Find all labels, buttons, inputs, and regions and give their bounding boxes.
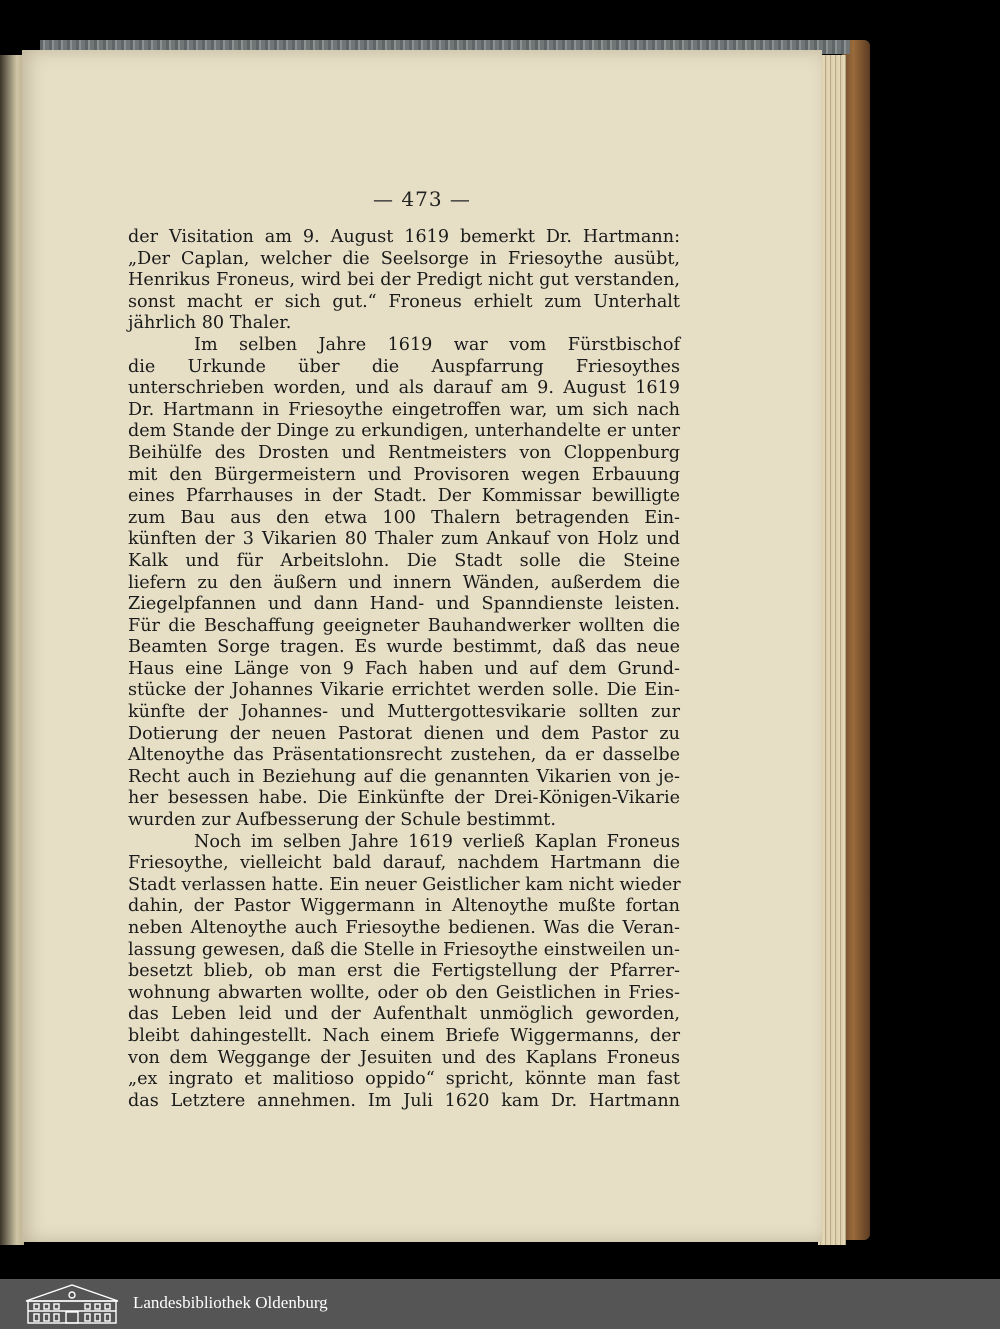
text-line: Dr. Hartmann in Friesoythe eingetroffen war, um sich nach (128, 399, 680, 420)
book-page (22, 50, 822, 1242)
text-line: jährlich 80 Thaler. (128, 313, 292, 334)
text-line: Stadt verlassen hatte. Ein neuer Geistlicher kam nicht wieder (128, 874, 681, 895)
text-line: Noch im selben Jahre 1619 verließ Kaplan Froneus (194, 831, 680, 852)
library-building-icon (22, 1281, 122, 1325)
text-line: Henrikus Froneus, wird bei der Predigt nicht gut verstanden, (128, 270, 680, 291)
text-line: eines Pfarrhauses in der Stadt. Der Kommissar bewilligte (128, 486, 680, 507)
text-line: lassung gewesen, daß die Stelle in Friesoythe einstweilen un- (128, 939, 680, 960)
text-line: Friesoythe, vielleicht bald darauf, nachdem Hartmann die (128, 853, 680, 874)
text-line: besetzt blieb, ob man erst die Fertigstellung der Pfarrer- (128, 961, 680, 982)
book-spine-edge (0, 55, 24, 1245)
text-line: dem Stande der Dinge zu erkundigen, unterhandelte er unter (128, 421, 680, 442)
text-line: die Urkunde über die Auspfarrung Friesoythes (128, 356, 680, 377)
text-line: bleibt dahingestellt. Nach einem Briefe Wiggermanns, der (128, 1025, 680, 1046)
text-line: Für die Beschaffung geeigneter Bauhandwerker wollten die (128, 615, 680, 636)
text-line: liefern zu den äußern und innern Wänden, außerdem die (128, 572, 680, 593)
text-line: neben Altenoythe auch Friesoythe bedienen. Was die Veran- (128, 918, 680, 938)
text-line: Im selben Jahre 1619 war vom Fürstbischof (194, 334, 680, 355)
text-line: unterschrieben worden, und als darauf am 9. August 1619 (128, 378, 680, 399)
text-line: sonst macht er sich gut.“ Froneus erhielt zum Unterhalt (128, 291, 680, 312)
text-line: von dem Weggange der Jesuiten und des Kaplans Froneus (128, 1047, 680, 1068)
page-number: — 473 — (373, 187, 471, 211)
text-line: der Visitation am 9. August 1619 bemerkt Dr. Hartmann: (128, 227, 680, 247)
page-stack-edge (818, 55, 846, 1245)
text-line: wohnung abwarten wollte, oder ob den Geistlichen in Fries- (128, 982, 680, 1003)
text-line: wurden zur Aufbesserung der Schule bestimmt. (128, 810, 556, 831)
text-line: stücke der Johannes Vikarie errichtet werden solle. Die Ein- (128, 680, 680, 701)
footer-bar (0, 1279, 1000, 1329)
page-text-block (128, 227, 680, 1112)
text-line: Kalk und für Arbeitslohn. Die Stadt solle die Steine (128, 550, 680, 571)
text-line: her besessen habe. Die Einkünfte der Drei-Königen-Vikarie (128, 788, 680, 809)
text-line: „ex ingrato et malitioso oppido“ spricht, könnte man fast (128, 1069, 680, 1090)
library-name: Landesbibliothek Oldenburg (133, 1293, 328, 1312)
text-line: dahin, der Pastor Wiggermann in Altenoythe mußte fortan (128, 896, 680, 917)
text-line: Ziegelpfannen und dann Hand- und Spanndienste leisten. (128, 594, 680, 615)
book-cover-edge (842, 40, 870, 1240)
text-line: künfte der Johannes- und Muttergottesvikarie sollten zur (128, 702, 680, 723)
text-line: Haus eine Länge von 9 Fach haben und auf dem Grund- (128, 658, 680, 679)
text-line: künften der 3 Vikarien 80 Thaler zum Ankauf von Holz und (128, 529, 680, 550)
text-line: Dotierung der neuen Pastorat dienen und dem Pastor zu (128, 723, 680, 744)
text-line: Altenoythe das Präsentationsrecht zustehen, da er dasselbe (128, 745, 680, 766)
text-line: Recht auch in Beziehung auf die genannten Vikarien von je- (128, 766, 680, 787)
text-line: mit den Bürgermeistern und Provisoren wegen Erbauung (128, 464, 680, 485)
text-line: „Der Caplan, welcher die Seelsorge in Friesoythe ausübt, (128, 248, 680, 269)
text-line: das Leben leid und der Aufenthalt unmöglich geworden, (128, 1004, 680, 1025)
text-line: Beamten Sorge tragen. Es wurde bestimmt, daß das neue (128, 637, 680, 658)
text-line: das Letztere annehmen. Im Juli 1620 kam Dr. Hartmann (128, 1090, 680, 1111)
text-line: Beihülfe des Drosten und Rentmeisters von Cloppenburg (128, 442, 680, 463)
text-line: zum Bau aus den etwa 100 Thalern betragenden Ein- (128, 507, 680, 528)
